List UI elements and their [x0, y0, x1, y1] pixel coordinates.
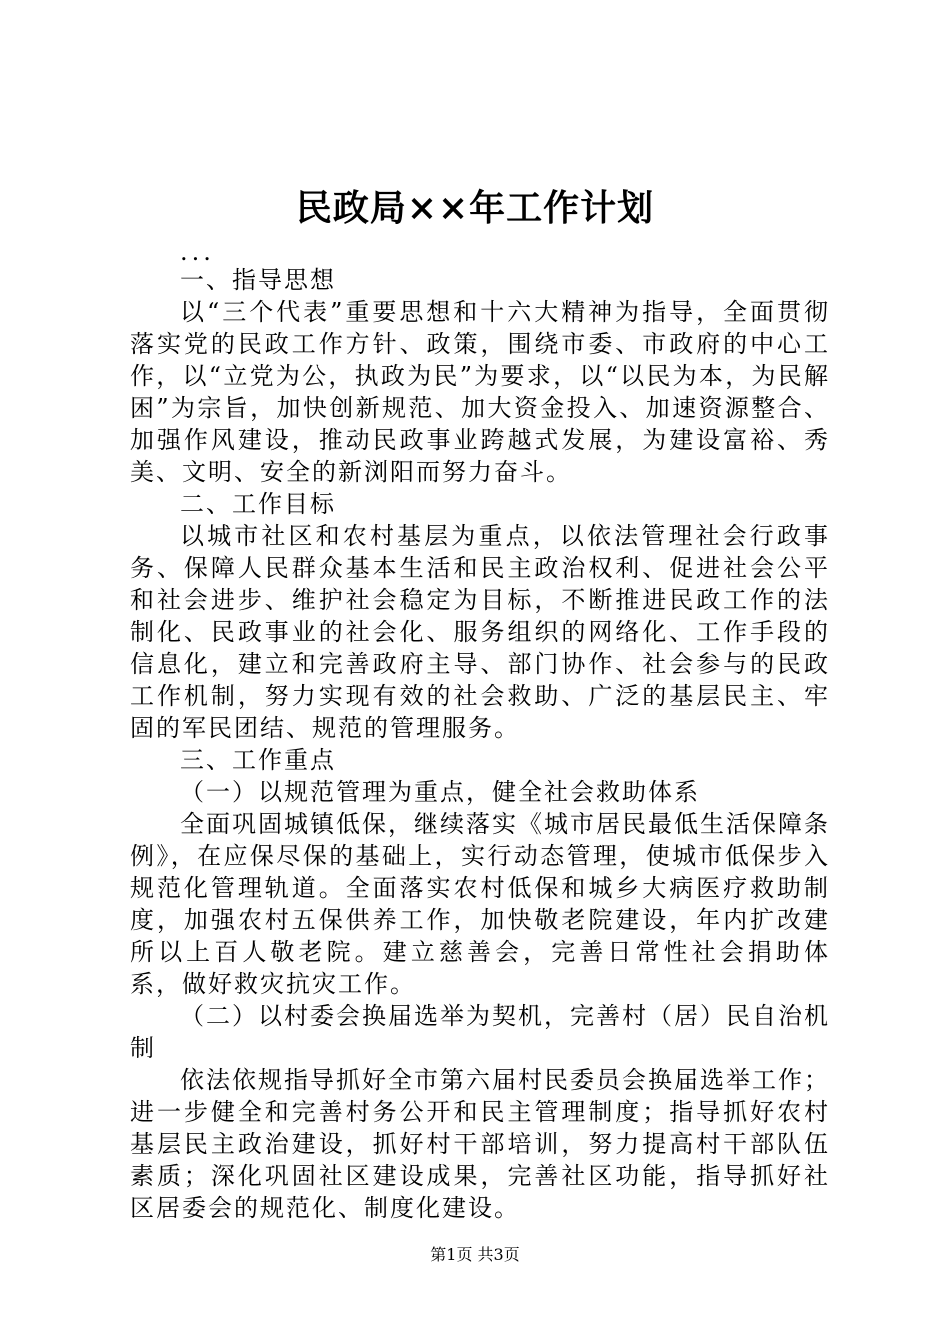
paragraph-social-assistance: 全面巩固城镇低保，继续落实《城市居民最低生活保障条例》，在应保尽保的基础上，实行动态管理，使城市低保步入规范化管理轨道。全面落实农村低保和城乡大病医疗救助制度，加强农村五保供养工作，加快敬老院建设，年内扩改建所以上百人敬老院。建立慈善会，完善日常性社会捐助体系，做好救灾抗灾工作。: [130, 810, 830, 998]
ellipsis-line: ...: [180, 238, 215, 266]
document-title: 民政局××年工作计划: [295, 187, 655, 229]
subsection-heading-village-autonomy: （二）以村委会换届选举为契机，完善村（居）民自治机制: [130, 1002, 830, 1062]
section-heading-guiding-ideology: 一、指导思想: [180, 266, 336, 294]
paragraph-work-goals: 以城市社区和农村基层为重点，以依法管理社会行政事务、保障人民群众基本生活和民主政治权利、促进社会公平和社会进步、维护社会稳定为目标，不断推进民政工作的法制化、民政事业的社会化、服务组织的网络化、工作手段的信息化，建立和完善政府主导、部门协作、社会参与的民政工作机制，努力实现有效的社会救助、广泛的基层民主、牢固的军民团结、规范的管理服务。: [130, 522, 830, 742]
section-heading-work-focus: 三、工作重点: [180, 746, 336, 774]
paragraph-guiding-ideology: 以“三个代表”重要思想和十六大精神为指导，全面贯彻落实党的民政工作方针、政策，围绕市委、市政府的中心工作，以“立党为公，执政为民”为要求，以“以民为本，为民解困”为宗旨，加快创新规范、加大资金投入、加速资源整合、加强作风建设，推动民政事业跨越式发展，为建设富裕、秀美、文明、安全的新浏阳而努力奋斗。: [130, 298, 830, 486]
subsection-heading-social-assistance: （一）以规范管理为重点，健全社会救助体系: [180, 778, 700, 806]
paragraph-village-autonomy: 依法依规指导抓好全市第六届村民委员会换届选举工作；进一步健全和完善村务公开和民主管理制度；指导抓好农村基层民主政治建设，抓好村干部培训，努力提高村干部队伍素质；深化巩固社区建设成果，完善社区功能，指导抓好社区居委会的规范化、制度化建设。: [130, 1066, 830, 1222]
page-number-footer: 第1页 共3页: [430, 1245, 520, 1264]
document-body: [130, 240, 830, 1224]
section-heading-work-goals: 二、工作目标: [180, 490, 336, 518]
